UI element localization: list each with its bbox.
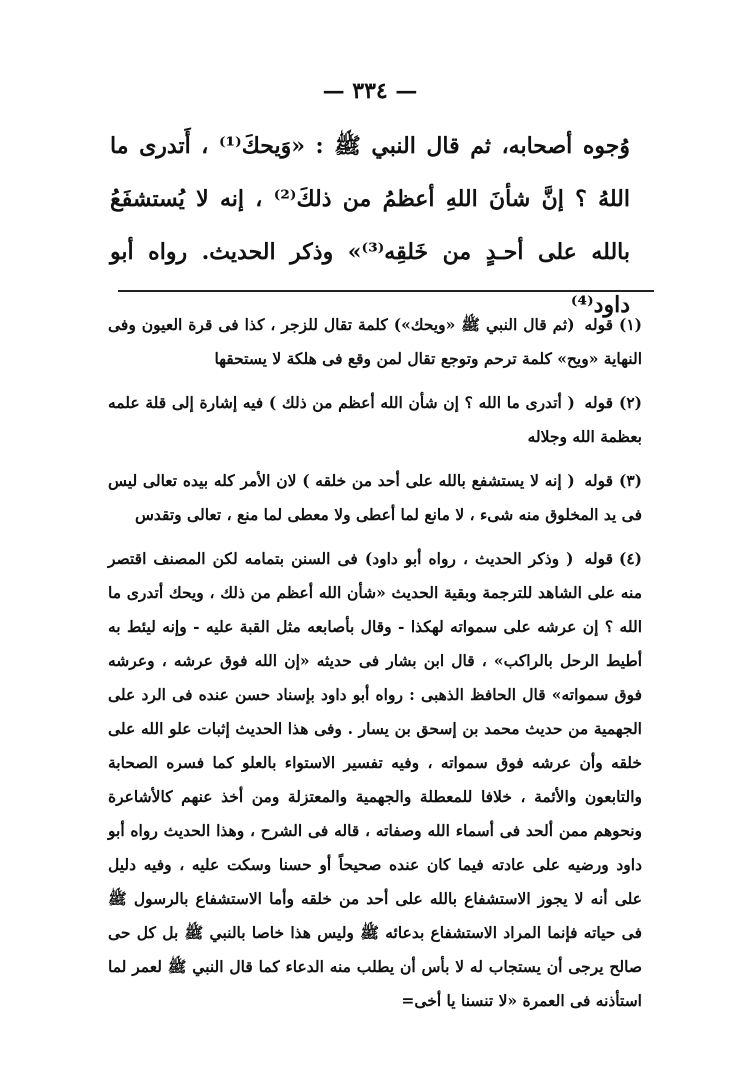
footnotes [108, 308, 642, 1028]
footnote-divider [118, 290, 654, 292]
footnote-3 [108, 464, 642, 532]
page-number: — ٣٣٤ — [322, 78, 418, 104]
main-text: وُجوه أصحابه، ثم قال النبي ﷺ : «وَيحكَ⁽¹⁾ ، أَتدرى ما اللهُ ؟ إنَّ شأنَ اللهِ أعظمُ من ذلكَ⁽²⁾ ، إنه لا يُستشفَعُ بالله على أحـدٍ من خَلقِه⁽³⁾» وذكر الحديث. رواه أبو داود⁽⁴⁾ [110, 133, 630, 318]
footnote-text: ( أتدرى ما الله ؟ إن شأن الله أعظم من ذلك ) فيه إشارة إلى قلة علمه بعظمة الله وجلاله [108, 393, 642, 446]
footnote-text: ( وذكر الحديث ، رواه أبو داود) فى السنن بتمامه لكن المصنف اقتصر منه على الشاهد للترجمة وبقية الحديث «شأن الله أعظم من ذلك ، ويحك أتدرى ما الله ؟ إن عرشه على سمواته لهكذا - وقال بأصابعه مثل القبة عليه - وإنه ليئط به أطيط الرحل بالراكب» ، قال ابن بشار فى حديثه «إن الله فوق عرشه ، وعرشه فوق سمواته» قال الحافظ الذهبى : رواه أبو داود بإسناد حسن عنده فى الرد على الجهمية من حديث محمد بن إسحق بن يسار . وفى هذا الحديث إثبات علو الله على خلقه وأن عرشه فوق سمواته ، وفيه تفسير الاستواء بالعلو كما فسره الصحابة والتابعون والأئمة ، خلافا للمعطلة والجهمية والمعتزلة ومن أخذ عنهم كالأشاعرة ونحوهم ممن ألحد فى أسماء الله وصفاته ، قاله فى الشرح ، وهذا الحديث رواه أبو داود ورضيه على عادته فيما كان عنده صحيحاً أو حسنا وسكت عليه ، وفيه دليل على أنه لا يجوز الاستشفاع بالله على أحد من خلقه وأما الاستشفاع بالرسول ﷺ فى حياته فإنما المراد الاستشفاع بدعائه ﷺ وليس هذا خاصا بالنبي ﷺ بل كل حى صالح يرجى أن يستجاب له لا بأس أن يطلب منه الدعاء كما قال النبي ﷺ لعمر لما استأذنه فى العمرة «لا تنسنا يا أخى= [108, 549, 642, 1010]
footnote-lead: قوله [584, 549, 613, 568]
footnote-2 [108, 386, 642, 454]
footnote-1 [108, 308, 642, 376]
footnote-lead: قوله [584, 471, 613, 490]
footnote-number: (١) [618, 315, 642, 334]
footnote-lead: قوله [584, 393, 613, 412]
footnote-number: (٢) [618, 393, 642, 412]
footnote-text: (ثم قال النبي ﷺ «ويحك») كلمة تقال للزجر ، كذا فى قرة العيون وفى النهاية «ويح» كلمة ترحم وتوجع تقال لمن وقع فى هلكة لا يستحقها [108, 315, 642, 368]
footnote-text: ( إنه لا يستشفع بالله على أحد من خلقه ) لان الأمر كله بيده تعالى ليس فى يد المخلوق منه شىء ، لا مانع لما أعطى ولا معطى لما منع ، تعالى وتقدس [108, 471, 642, 524]
footnote-number: (٤) [619, 549, 643, 568]
footnote-lead: قوله [584, 315, 613, 334]
footnote-4 [108, 542, 642, 1018]
footnote-number: (٣) [618, 471, 642, 490]
